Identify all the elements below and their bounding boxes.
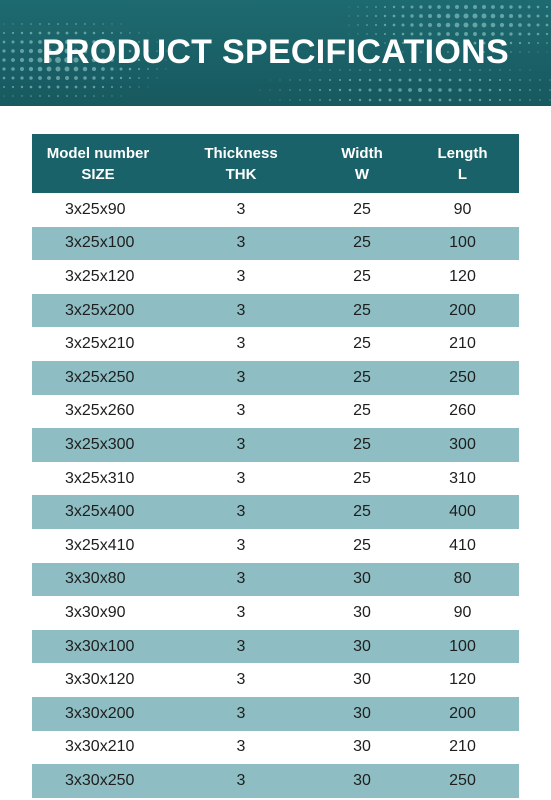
cell-thickness: 3 [236,200,246,218]
header-label: Length [437,144,488,162]
table-row [32,731,519,765]
cell-model: 3x30x250 [65,771,135,789]
cell-length: 120 [449,671,476,689]
cell-thickness: 3 [236,570,246,588]
header-sublabel: SIZE [81,165,115,183]
cell-width: 25 [353,402,371,420]
cell-length: 310 [449,469,476,487]
cell-width: 25 [353,267,371,285]
table-row [32,294,519,328]
cell-length: 200 [449,704,476,722]
header-sublabel: W [354,165,370,183]
table-row [32,495,519,529]
cell-length: 90 [453,200,472,218]
header-model-number [32,143,164,185]
cell-length: 300 [449,435,476,453]
cell-length: 100 [449,637,476,655]
cell-width: 25 [353,368,371,386]
cell-width: 25 [353,335,371,353]
cell-thickness: 3 [236,335,246,353]
cell-thickness: 3 [236,738,246,756]
cell-model: 3x25x100 [65,234,135,252]
cell-width: 25 [353,301,371,319]
cell-width: 25 [353,469,371,487]
cell-model: 3x25x310 [65,469,135,487]
table-body [32,193,519,798]
cell-thickness: 3 [236,503,246,521]
cell-width: 30 [353,637,371,655]
table-row [32,462,519,496]
header-width [318,143,406,185]
cell-thickness: 3 [236,402,246,420]
table-row [32,663,519,697]
cell-model: 3x25x120 [65,267,135,285]
table-row [32,697,519,731]
cell-width: 25 [353,503,371,521]
table-row [32,361,519,395]
header-label: Width [341,144,383,162]
cell-model: 3x30x200 [65,704,135,722]
table-row [32,395,519,429]
cell-length: 260 [449,402,476,420]
table-row [32,529,519,563]
table-row [32,563,519,597]
cell-width: 30 [353,738,371,756]
cell-length: 250 [449,368,476,386]
table-row [32,327,519,361]
cell-length: 80 [453,570,472,588]
cell-model: 3x30x120 [65,671,135,689]
cell-model: 3x25x250 [65,368,135,386]
table-row [32,193,519,227]
cell-length: 100 [449,234,476,252]
page-title: PRODUCT SPECIFICATIONS [42,33,509,71]
cell-length: 400 [449,503,476,521]
specifications-table [32,134,519,798]
header-sublabel: L [457,165,468,183]
cell-thickness: 3 [236,671,246,689]
header-sublabel: THK [225,165,257,183]
cell-length: 90 [453,603,472,621]
cell-thickness: 3 [236,704,246,722]
table-row [32,260,519,294]
cell-width: 25 [353,200,371,218]
cell-thickness: 3 [236,234,246,252]
cell-model: 3x30x80 [65,570,126,588]
table-row [32,630,519,664]
cell-width: 30 [353,603,371,621]
cell-model: 3x30x210 [65,738,135,756]
table-header-row [32,134,519,193]
cell-width: 30 [353,704,371,722]
cell-thickness: 3 [236,603,246,621]
cell-width: 25 [353,536,371,554]
table-row [32,764,519,798]
cell-model: 3x25x410 [65,536,135,554]
table-row [32,227,519,261]
header-label: Model number [46,144,150,162]
cell-length: 410 [449,536,476,554]
cell-thickness: 3 [236,435,246,453]
cell-width: 30 [353,671,371,689]
cell-length: 200 [449,301,476,319]
cell-thickness: 3 [236,301,246,319]
header-thickness [164,143,318,185]
cell-thickness: 3 [236,469,246,487]
cell-model: 3x25x210 [65,335,135,353]
cell-width: 25 [353,435,371,453]
cell-width: 25 [353,234,371,252]
cell-model: 3x25x90 [65,200,126,218]
cell-length: 250 [449,771,476,789]
cell-thickness: 3 [236,771,246,789]
cell-thickness: 3 [236,637,246,655]
cell-model: 3x30x90 [65,603,126,621]
cell-length: 120 [449,267,476,285]
table-row [32,596,519,630]
header-label: Thickness [204,144,278,162]
cell-model: 3x30x100 [65,637,135,655]
cell-thickness: 3 [236,368,246,386]
cell-length: 210 [449,335,476,353]
cell-length: 210 [449,738,476,756]
cell-model: 3x25x200 [65,301,135,319]
cell-model: 3x25x400 [65,503,135,521]
table-row [32,428,519,462]
header-length [406,143,519,185]
cell-thickness: 3 [236,536,246,554]
header-banner [0,0,551,106]
cell-width: 30 [353,771,371,789]
cell-thickness: 3 [236,267,246,285]
cell-model: 3x25x300 [65,435,135,453]
cell-model: 3x25x260 [65,402,135,420]
cell-width: 30 [353,570,371,588]
